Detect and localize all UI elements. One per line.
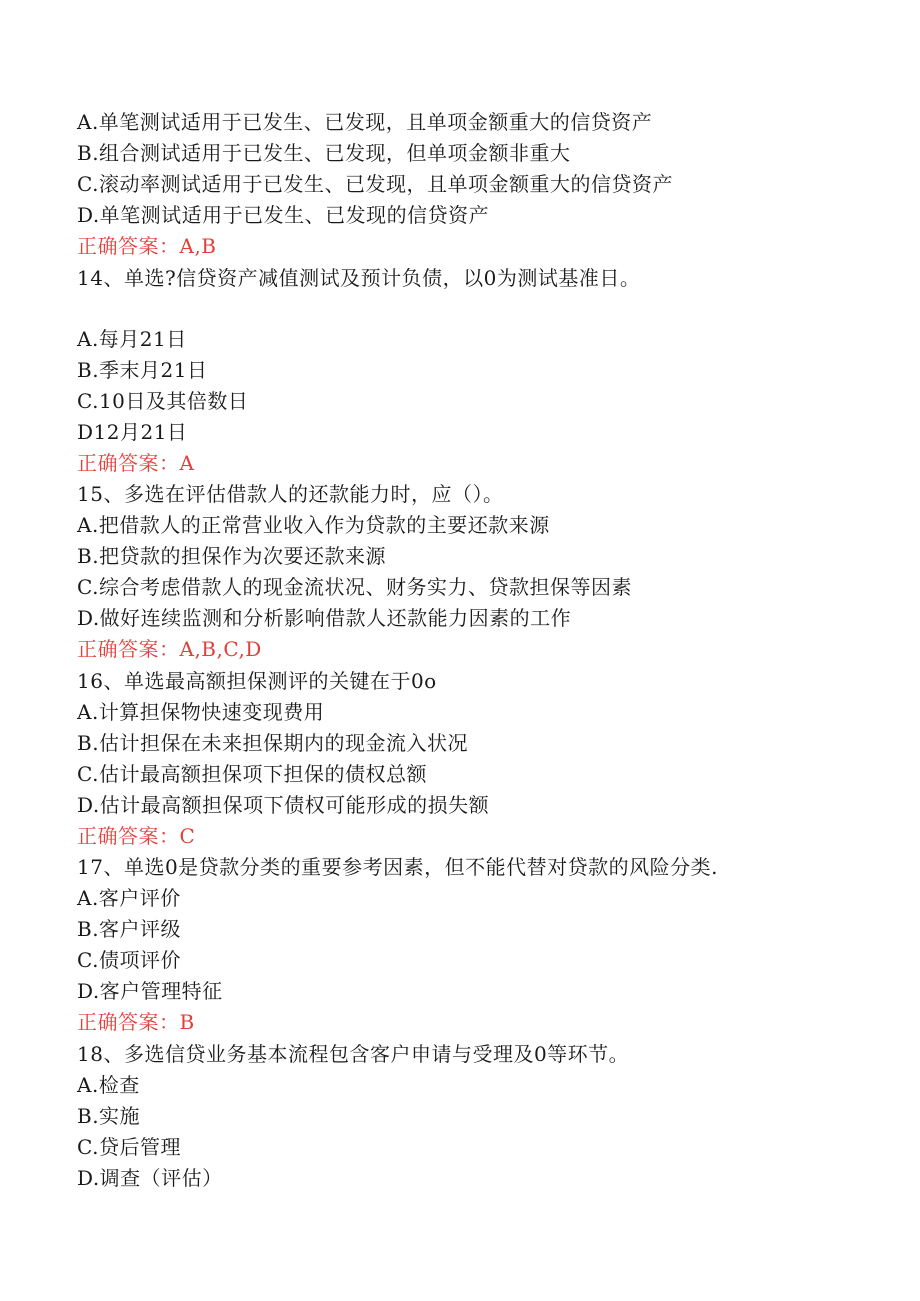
option-line: B.组合测试适用于已发生、已发现，但单项金额非重大 bbox=[77, 141, 571, 165]
question-line: 17、单选0是贷款分类的重要参考因素，但不能代替对贷款的风险分类. bbox=[77, 855, 719, 879]
option-line: C.滚动率测试适用于已发生、已发现，且单项金额重大的信贷资产 bbox=[77, 172, 673, 196]
question-line: 16、单选最高额担保测评的关键在于0o bbox=[77, 669, 437, 693]
option-line: A.计算担保物快速变现费用 bbox=[77, 700, 325, 724]
option-line: A.单笔测试适用于已发生、已发现，且单项金额重大的信贷资产 bbox=[77, 110, 653, 134]
option-line: D.估计最高额担保项下债权可能形成的损失额 bbox=[77, 793, 490, 817]
option-line: B.估计担保在未来担保期内的现金流入状况 bbox=[77, 731, 469, 755]
question-line: 14、单选?信贷资产减值测试及预计负债，以0为测试基准日。 bbox=[77, 266, 641, 290]
option-line: A.把借款人的正常营业收入作为贷款的主要还款来源 bbox=[77, 513, 550, 537]
option-line: D.调查（评估） bbox=[77, 1166, 223, 1190]
question-line: 15、多选在评估借款人的还款能力时，应（）。 bbox=[77, 482, 504, 506]
option-line: B.季末月21日 bbox=[77, 358, 208, 382]
option-line: C.综合考虑借款人的现金流状况、财务实力、贷款担保等因素 bbox=[77, 575, 632, 599]
option-line: C.债项评价 bbox=[77, 948, 181, 972]
option-line: C.贷后管理 bbox=[77, 1135, 181, 1159]
option-line: A.每月21日 bbox=[77, 327, 187, 351]
option-line: D.做好连续监测和分析影响借款人还款能力因素的工作 bbox=[77, 606, 572, 630]
option-line: D.客户管理特征 bbox=[77, 979, 223, 1003]
correct-answer: 正确答案：A,B bbox=[77, 234, 217, 258]
option-line: B.把贷款的担保作为次要还款来源 bbox=[77, 544, 387, 568]
option-line: B.实施 bbox=[77, 1104, 141, 1128]
option-line: A.检查 bbox=[77, 1073, 140, 1097]
correct-answer: 正确答案：C bbox=[77, 824, 196, 848]
option-line: D.单笔测试适用于已发生、已发现的信贷资产 bbox=[77, 203, 490, 227]
correct-answer: 正确答案：A bbox=[77, 451, 195, 475]
option-line: B.客户评级 bbox=[77, 917, 182, 941]
correct-answer: 正确答案：B bbox=[77, 1010, 195, 1034]
correct-answer: 正确答案：A,B,C,D bbox=[77, 637, 262, 661]
question-line: 18、多选信贷业务基本流程包含客户申请与受理及0等环节。 bbox=[77, 1042, 630, 1066]
option-line: A.客户评价 bbox=[77, 886, 181, 910]
option-line: C.估计最高额担保项下担保的债权总额 bbox=[77, 762, 427, 786]
option-line: C.10日及其倍数日 bbox=[77, 389, 249, 413]
option-line: D12月21日 bbox=[77, 420, 188, 444]
